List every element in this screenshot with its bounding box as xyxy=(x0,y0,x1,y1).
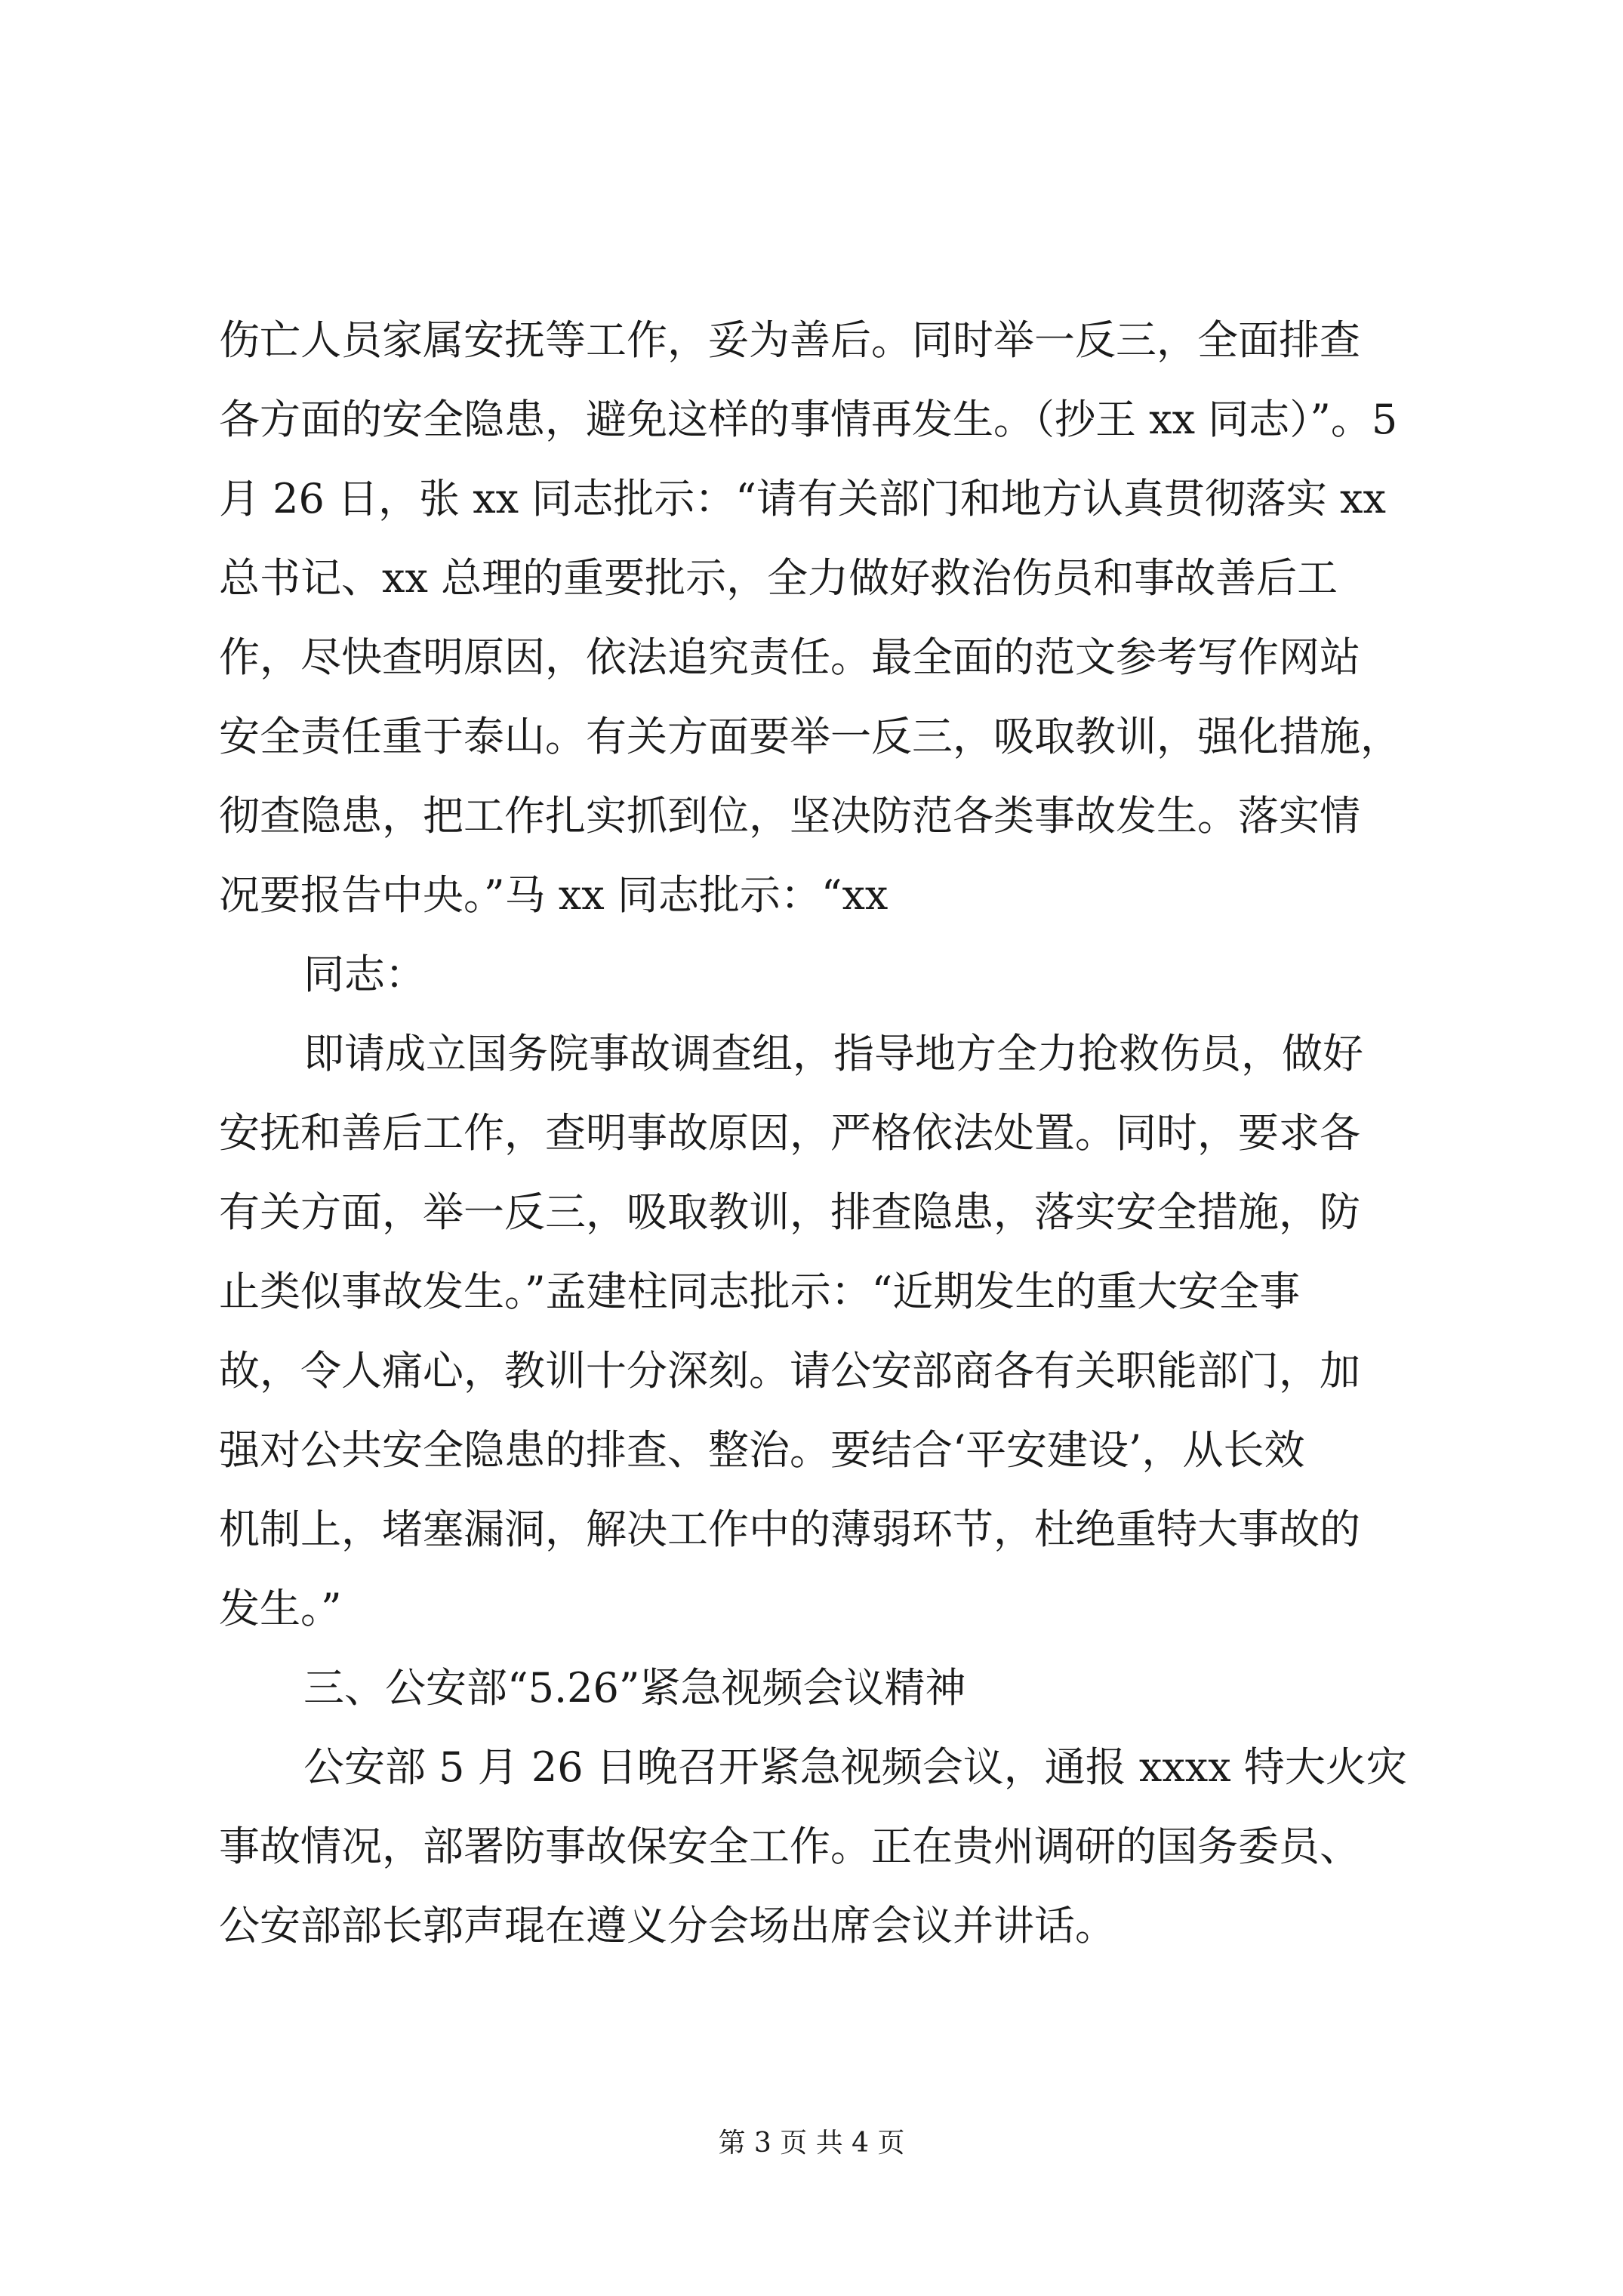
text-line-4: 总书记、xx 总理的重要批示，全力做好救治伤员和事故善后工 xyxy=(219,554,1338,602)
text-line-5: 作，尽快查明原因，依法追究责任。最全面的范文参考写作网站 xyxy=(219,633,1360,681)
text-line-3: 月 26 日，张 xx 同志批示：“请有关部门和地方认真贯彻落实 xx xyxy=(219,475,1386,522)
text-line-6: 安全责任重于泰山。有关方面要举一反三，吸取教训，强化措施， xyxy=(219,713,1401,760)
text-line-15: 强对公共安全隐患的排查、整治。要结合‘平安建设’，从长效 xyxy=(219,1426,1305,1474)
text-line-19: 公安部 5 月 26 日晚召开紧急视频会议，通报 xxxx 特大火灾 xyxy=(303,1743,1407,1791)
text-line-12: 有关方面，举一反三，吸取教训，排查隐患，落实安全措施，防 xyxy=(219,1188,1360,1236)
text-line-9: 同志： xyxy=(303,951,426,998)
text-line-21: 公安部部长郭声琨在遵义分会场出席会议并讲话。 xyxy=(219,1902,1116,1949)
text-line-13: 止类似事故发生。”孟建柱同志批示：“近期发生的重大安全事 xyxy=(219,1268,1301,1315)
text-line-10: 即请成立国务院事故调查组，指导地方全力抢救伤员，做好 xyxy=(303,1030,1363,1077)
text-line-2: 各方面的安全隐患，避免这样的事情再发生。（抄王 xx 同志）”。5 xyxy=(219,396,1398,443)
text-line-8: 况要报告中央。”马 xx 同志批示：“xx xyxy=(219,871,888,919)
text-line-11: 安抚和善后工作，查明事故原因，严格依法处置。同时，要求各 xyxy=(219,1109,1360,1157)
body-text xyxy=(219,300,1517,1965)
text-line-1: 伤亡人员家属安抚等工作，妥为善后。同时举一反三，全面排查 xyxy=(219,316,1360,364)
text-line-20: 事故情况，部署防事故保安全工作。正在贵州调研的国务委员、 xyxy=(219,1823,1360,1870)
text-line-17: 发生。” xyxy=(219,1585,342,1632)
section-heading: 三、公安部“5.26”紧急视频会议精神 xyxy=(303,1664,966,1712)
page-number-footer: 第 3 页 共 4 页 xyxy=(718,2128,905,2159)
text-line-14: 故，令人痛心，教训十分深刻。请公安部商各有关职能部门，加 xyxy=(219,1347,1360,1395)
text-line-16: 机制上，堵塞漏洞，解决工作中的薄弱环节，杜绝重特大事故的 xyxy=(219,1505,1360,1553)
text-line-7: 彻查隐患，把工作扎实抓到位，坚决防范各类事故发生。落实情 xyxy=(219,792,1360,840)
